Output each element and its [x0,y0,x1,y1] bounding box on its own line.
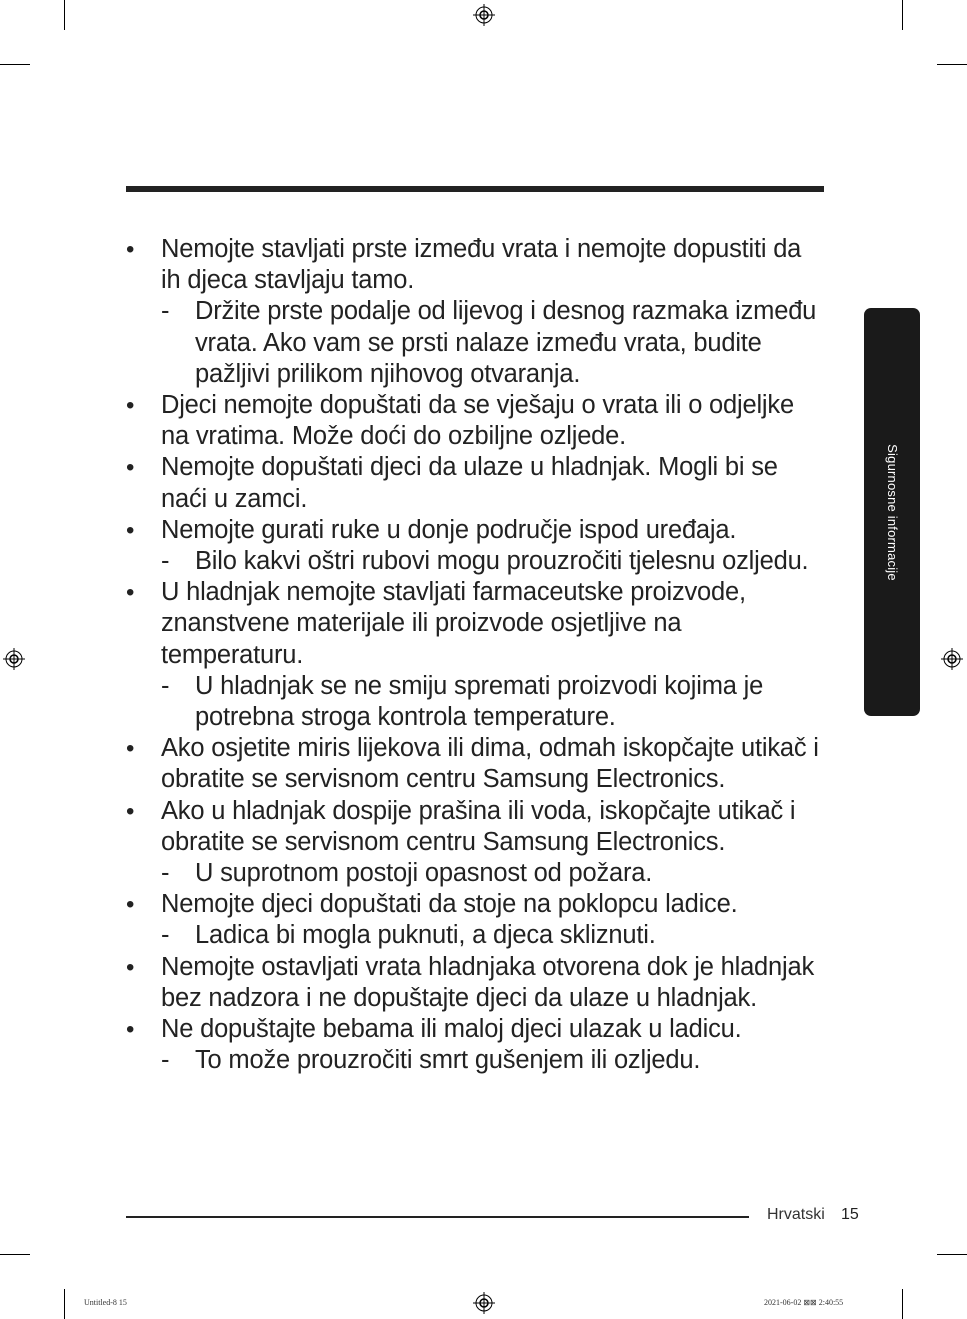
crop-mark [902,1289,903,1319]
bullet-icon: • [126,735,135,763]
dash-marker: - [161,547,170,576]
print-file-info: Untitled-8 15 [84,1298,127,1307]
sub-item-text: U hladnjak se ne smiju spremati proizvodi kojima je potrebna stroga kontrola temperature. [195,671,764,732]
section-tab-label: Sigurnosne informacije [884,443,900,581]
bullet-icon: • [126,454,135,482]
list-item-text: Djeci nemojte dopuštati da se vješaju o vrata ili o odjeljke na vratima. Može doći do ozbiljne ozljede. [161,391,794,451]
list-item-text: Ne dopuštajte bebama ili maloj djeci ulazak u ladicu. [161,1015,742,1044]
list-item [126,1014,826,1076]
sub-item-text: Ladica bi mogla puknuti, a djeca skliznuti. [195,921,656,950]
bullet-icon: • [126,953,135,981]
sub-item [161,1045,826,1076]
list-item-text: Nemojte stavljati prste između vrata i nemojte dopustiti da ih djeca stavljaju tamo. [161,235,802,295]
sub-item [161,920,826,951]
print-datetime: 2021-06-02 ⊠⊠ 2:40:55 [764,1298,844,1307]
list-item [126,234,826,390]
list-item-text: Nemojte dopuštati djeci da ulaze u hladnjak. Mogli bi se naći u zamci. [161,453,778,513]
dash-marker: - [161,1046,170,1075]
crop-mark [0,64,30,65]
crop-mark [64,0,65,30]
dash-marker: - [161,671,170,700]
list-item-text: Ako u hladnjak dospije prašina ili voda, iskopčajte utikač i obratite se servisnom centru Samsung Electronics. [161,796,796,856]
list-item [126,889,826,951]
bullet-icon: • [126,236,135,263]
bullet-icon: • [126,579,135,607]
dash-marker: - [161,859,170,888]
crop-mark [902,0,903,30]
footer-rule [126,1216,749,1218]
sub-item-text: Bilo kakvi oštri rubovi mogu prouzročiti tjelesnu ozljedu. [195,547,809,576]
sub-item [161,671,826,733]
crop-mark [937,64,967,65]
bullet-icon: • [126,1016,135,1044]
list-item-text: Ako osjetite miris lijekova ili dima, odmah iskopčajte utikač i obratite se servisnom centru Samsung Electronics. [161,734,819,794]
page-number: 15 [841,1206,859,1223]
bullet-icon: • [126,797,135,825]
registration-mark-icon [3,648,25,670]
registration-mark-icon [473,1292,495,1314]
sub-item-text: U suprotnom postoji opasnost od požara. [195,859,653,888]
safety-list [126,234,826,1076]
sub-item [161,546,826,577]
bullet-icon: • [126,392,135,420]
sub-item [161,296,826,390]
list-item-text: Nemojte ostavljati vrata hladnjaka otvorena dok je hladnjak bez nadzora i ne dopuštajte djeci da ulaze u hladnjak. [161,952,815,1012]
list-item [126,577,826,733]
footer-language: Hrvatski [767,1206,825,1223]
sub-item-text: Držite prste podalje od lijevog i desnog razmaka između vrata. Ako vam se prsti nalaze između vrata, budite pažljivi prilikom njihovog otvaranja. [195,297,817,388]
list-item-text: Nemojte djeci dopuštati da stoje na poklopcu ladice. [161,890,738,919]
bullet-icon: • [126,516,135,544]
top-rule [126,186,824,192]
list-item [126,796,826,890]
bullet-icon: • [126,891,135,919]
list-item [126,390,826,452]
list-item-text: Nemojte gurati ruke u donje područje ispod uređaja. [161,515,737,544]
crop-mark [64,1289,65,1319]
dash-marker: - [161,297,170,326]
dash-marker: - [161,921,170,950]
sub-item-text: To može prouzročiti smrt gušenjem ili ozljedu. [195,1046,701,1075]
registration-mark-icon [941,648,963,670]
list-item [126,515,826,577]
registration-mark-icon [473,4,495,26]
list-item [126,733,826,795]
sub-item [161,858,826,889]
section-tab-label-wrap [864,308,920,716]
list-item [126,952,826,1014]
list-item [126,452,826,514]
list-item-text: U hladnjak nemojte stavljati farmaceutske proizvode, znanstvene materijale ili proizvode osjetljive na temperaturu. [161,578,746,669]
crop-mark [0,1254,30,1255]
crop-mark [937,1254,967,1255]
